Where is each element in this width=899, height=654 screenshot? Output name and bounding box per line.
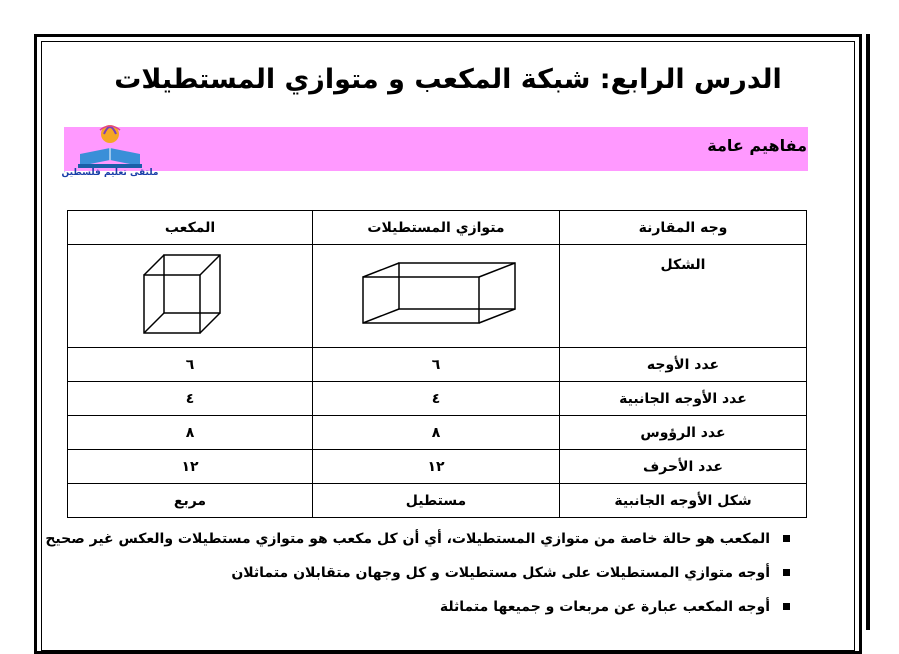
row-label: عدد الأوجه: [560, 348, 807, 382]
table-header-row: [68, 211, 807, 245]
shape-label: الشكل: [560, 245, 807, 348]
row-label: عدد الأحرف: [560, 450, 807, 484]
header-cube: المكعب: [68, 211, 313, 245]
square-bullet-icon: [783, 569, 790, 576]
cube-value: ٤: [68, 382, 313, 416]
cuboid-value: ٨: [313, 416, 560, 450]
cube-icon: [140, 251, 240, 337]
page-border-shadow: [866, 34, 870, 630]
cuboid-icon: [351, 259, 521, 329]
section-heading: مفاهيم عامة: [707, 136, 807, 155]
note-text: أوجه متوازي المستطيلات على شكل مستطيلات و كل وجهان متقابلان متماثلان: [231, 565, 770, 581]
list-item: [45, 524, 790, 558]
logo-caption: ملتقى تعليم فلسطين: [61, 168, 159, 178]
header-cuboid: متوازي المستطيلات: [313, 211, 560, 245]
comparison-table: [67, 210, 807, 518]
note-text: المكعب هو حالة خاصة من متوازي المستطيلات، أي أن كل مكعب هو متوازي مستطيلات والعكس غير صحيح: [45, 531, 770, 547]
cuboid-shape-cell: [313, 245, 560, 348]
row-label: شكل الأوجه الجانبية: [560, 484, 807, 518]
row-label: عدد الأوجه الجانبية: [560, 382, 807, 416]
row-label: عدد الرؤوس: [560, 416, 807, 450]
cuboid-value: ١٢: [313, 450, 560, 484]
lesson-title: الدرس الرابع: شبكة المكعب و متوازي المستطيلات: [114, 64, 782, 95]
cube-shape-cell: [68, 245, 313, 348]
cuboid-value: ٤: [313, 382, 560, 416]
cuboid-value: مستطيل: [313, 484, 560, 518]
table-row: [68, 348, 807, 382]
list-item: [60, 558, 790, 592]
square-bullet-icon: [783, 603, 790, 610]
cube-value: ٦: [68, 348, 313, 382]
table-row: [68, 416, 807, 450]
header-comparison: وجه المقارنة: [560, 211, 807, 245]
table-row: [68, 382, 807, 416]
cuboid-value: ٦: [313, 348, 560, 382]
square-bullet-icon: [783, 535, 790, 542]
note-text: أوجه المكعب عبارة عن مربعات و جميعها متماثلة: [439, 599, 770, 615]
table-row-shape: [68, 245, 807, 348]
table-row: [68, 450, 807, 484]
cube-value: ٨: [68, 416, 313, 450]
list-item: [60, 592, 790, 626]
notes-list: [45, 524, 790, 626]
section-band: [64, 127, 808, 171]
cube-value: ١٢: [68, 450, 313, 484]
table-row: [68, 484, 807, 518]
cube-value: مربع: [68, 484, 313, 518]
